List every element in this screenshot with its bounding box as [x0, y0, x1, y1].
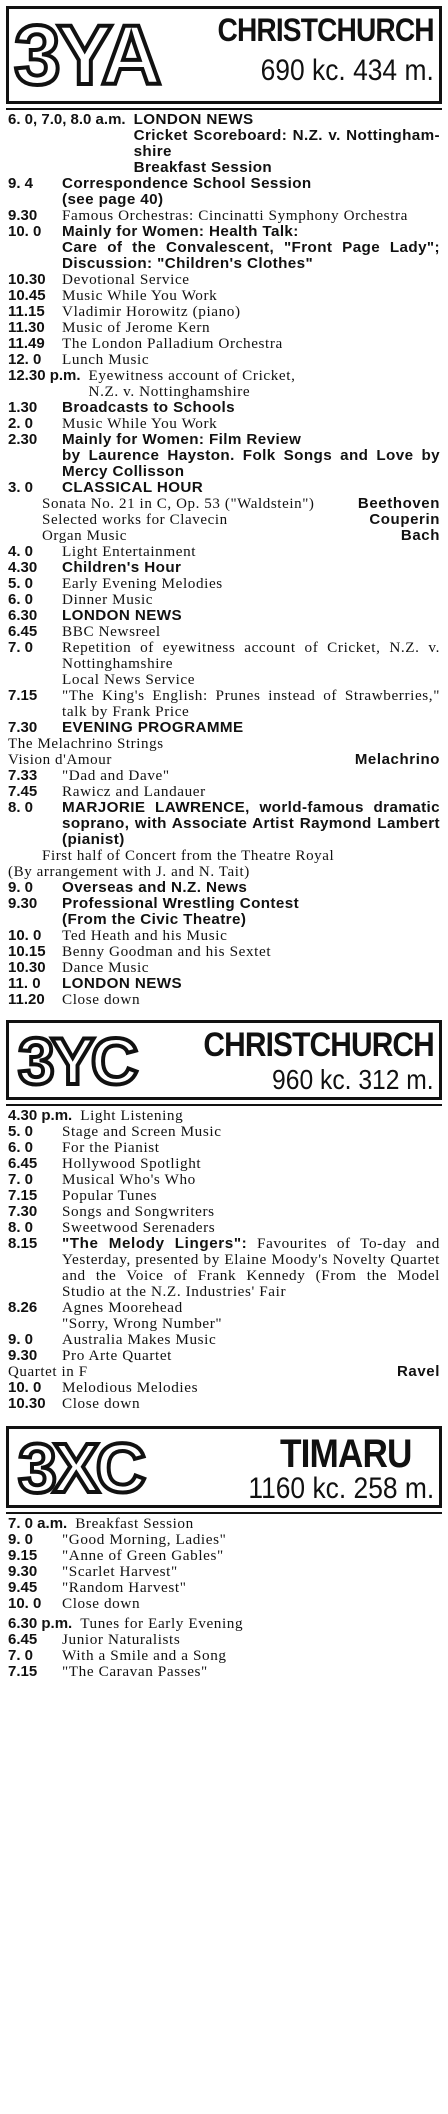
programme-content: [62, 208, 440, 224]
programme-row: [8, 1332, 440, 1348]
programme-row: [8, 576, 440, 592]
programme-detail: (see page 40): [62, 191, 164, 208]
programme-title: Stage and Screen Music: [62, 1123, 222, 1140]
programme-row: [8, 1204, 440, 1220]
programme-title: Devotional Service: [62, 271, 190, 288]
arrangement-note: [8, 864, 440, 880]
programme-row: [8, 1140, 440, 1156]
programme-title: Agnes Moorehead: [62, 1299, 183, 1316]
programme-content: [62, 896, 440, 928]
programme-content: [62, 1348, 440, 1364]
programme-row: [8, 784, 440, 800]
programme-title: Mainly for Women: Film Review: [62, 431, 302, 448]
programme-row: [8, 1380, 440, 1396]
programme-title: For the Pianist: [62, 1139, 160, 1156]
programme-title: "Anne of Green Gables": [62, 1547, 224, 1564]
programme-content: [62, 480, 440, 496]
programme-time: 9.30: [8, 895, 38, 912]
programme-row: [8, 1108, 440, 1124]
programme-content: [62, 944, 440, 960]
programme-title: Breakfast Session: [75, 1515, 194, 1532]
programme-content: [62, 1564, 440, 1580]
programme-title: "Dad and Dave": [62, 767, 170, 784]
programme-row: [8, 688, 440, 720]
programme-time: 1.30: [8, 399, 38, 416]
programme-time: 7. 0: [8, 1171, 34, 1188]
programme-title: "Good Morning, Ladies": [62, 1531, 227, 1548]
programme-title: Children's Hour: [62, 559, 182, 576]
programme-time: 6.45: [8, 623, 38, 640]
programme-row: [8, 1548, 440, 1564]
programme-time: 4. 0: [8, 543, 34, 560]
programme-content: [62, 784, 440, 800]
programme-detail: Cricket Scoreboard: N.Z. v. Nottingham-shire: [133, 127, 440, 160]
programme-row: [8, 304, 440, 320]
programme-row: [8, 640, 440, 688]
programme-title: Pro Arte Quartet: [62, 1347, 172, 1364]
programme-time: 7.30: [8, 1203, 38, 1220]
programme-row: [8, 1220, 440, 1236]
programme-row: [8, 1648, 440, 1664]
programme-content: [75, 1516, 440, 1532]
programme-title: Tunes for Early Evening: [80, 1615, 244, 1632]
concert-note-text: First half of Concert from the Theatre Royal: [42, 848, 335, 864]
programme-title: Popular Tunes: [62, 1187, 158, 1204]
programme-row: [8, 1396, 440, 1412]
programme-content: [62, 960, 440, 976]
programme-content: [62, 320, 440, 336]
programme-content: [62, 416, 440, 432]
programme-time: 6.45: [8, 1631, 38, 1648]
programme-content: [62, 176, 440, 208]
programme-content: [62, 1332, 440, 1348]
programme-title: "The Melody Lingers":: [62, 1235, 248, 1252]
programme-time: 10. 0: [8, 223, 42, 240]
programme-content: [62, 1300, 440, 1332]
programme-title: Light Listening: [80, 1107, 184, 1124]
programme-content: [62, 560, 440, 576]
classical-work: [8, 528, 440, 544]
station-city: CHRISTCHURCH: [217, 12, 434, 48]
programme-content: [62, 1124, 440, 1140]
programme-time: 3. 0: [8, 479, 34, 496]
station-header-3ya: [6, 6, 442, 104]
programme-title: MARJORIE LAWRENCE, world-famous dramatic soprano, with Associate Artist Raymond Lambert (pianist): [62, 799, 440, 848]
programme-time: 8.26: [8, 1299, 38, 1316]
programme-content: [62, 928, 440, 944]
programme-title: Close down: [62, 1395, 141, 1412]
programme-title: Music of Jerome Kern: [62, 319, 211, 336]
programme-row: [8, 288, 440, 304]
programme-time: 6.30: [8, 607, 38, 624]
programme-content: [62, 1664, 440, 1680]
programme-title: Music While You Work: [62, 415, 218, 432]
programme-row: [8, 416, 440, 432]
programme-title: Melodious Melodies: [62, 1379, 199, 1396]
programme-time: 8.15: [8, 1235, 38, 1252]
programme-detail: Local News Service: [62, 671, 196, 688]
programme-title: Benny Goodman and his Sextet: [62, 943, 272, 960]
composer-name: Bach: [400, 527, 440, 544]
station-frequency: 690 kc. 434 m.: [260, 54, 434, 87]
programme-time: 10.30: [8, 1395, 46, 1412]
programme-row: [8, 1596, 440, 1612]
programme-content: [62, 1156, 440, 1172]
programme-time: 10. 0: [8, 1595, 42, 1612]
programme-row: [8, 960, 440, 976]
programme-detail: "Sorry, Wrong Number": [62, 1315, 223, 1332]
programme-list-3yc: [8, 1108, 440, 1412]
programme-title: BBC Newsreel: [62, 623, 161, 640]
programme-title: "The Caravan Passes": [62, 1663, 208, 1680]
divider: [6, 1104, 442, 1106]
programme-title: The London Palladium Orchestra: [62, 335, 283, 352]
programme-row: [8, 1236, 440, 1300]
station-frequency: 960 kc. 312 m.: [272, 1064, 434, 1095]
programme-time: 11.20: [8, 991, 45, 1008]
programme-time: 7.30: [8, 719, 38, 736]
programme-title: Musical Who's Who: [62, 1171, 196, 1188]
programme-detail: Favourites of To-day and Yesterday, presented by Elaine Moody's Novelty Quartet and the Voice of Frank Kennedy (From the Model Studio at the N.Z. Industries' Fair: [62, 1235, 440, 1300]
programme-row: [8, 928, 440, 944]
programme-time: 10.15: [8, 943, 46, 960]
programme-time: 9.45: [8, 1579, 38, 1596]
programme-row: [8, 608, 440, 624]
classical-work: [8, 512, 440, 528]
programme-time: 7. 0: [8, 1647, 34, 1664]
programme-time: 12. 0: [8, 351, 42, 368]
programme-title: Correspondence School Session: [62, 175, 312, 192]
programme-row: [8, 768, 440, 784]
programme-title: Light Entertainment: [62, 543, 197, 560]
programme-time: 8. 0: [8, 799, 34, 816]
programme-content: [62, 272, 440, 288]
programme-time: 11.49: [8, 335, 45, 352]
programme-row: [8, 1564, 440, 1580]
programme-row: [8, 1532, 440, 1548]
programme-title: Overseas and N.Z. News: [62, 879, 248, 896]
classical-work: [8, 496, 440, 512]
programme-row: [8, 880, 440, 896]
programme-content: [62, 1380, 440, 1396]
programme-title: Vladimir Horowitz (piano): [62, 303, 241, 320]
programme-time: 9. 4: [8, 175, 34, 192]
programme-title: Mainly for Women: Health Talk:: [62, 223, 299, 240]
programme-content: [62, 624, 440, 640]
programme-time: 11.30: [8, 319, 45, 336]
programme-detail: by Laurence Hayston. Folk Songs and Love by Mercy Collisson: [62, 447, 440, 480]
programme-content: [62, 304, 440, 320]
programme-time: 7.45: [8, 783, 38, 800]
evening-piece: [8, 752, 440, 768]
programme-detail: (From the Civic Theatre): [62, 911, 247, 928]
programme-content: [62, 1648, 440, 1664]
programme-row: [8, 1616, 440, 1632]
programme-row: [8, 176, 440, 208]
programme-detail: Breakfast Session: [133, 159, 273, 176]
programme-content: [62, 576, 440, 592]
programme-time: 10. 0: [8, 1379, 42, 1396]
programme-title: Rawicz and Landauer: [62, 783, 206, 800]
programme-content: [62, 432, 440, 480]
programme-title: Sweetwood Serenaders: [62, 1219, 216, 1236]
concert-note: [8, 848, 440, 864]
divider: [6, 108, 442, 110]
programme-time: 9. 0: [8, 879, 34, 896]
programme-content: [62, 592, 440, 608]
programme-title: Early Evening Melodies: [62, 575, 223, 592]
programme-title: Close down: [62, 1595, 141, 1612]
programme-title: Professional Wrestling Contest: [62, 895, 300, 912]
classical-work-text: Selected works for Clavecin: [42, 512, 228, 528]
composer-name: Beethoven: [357, 495, 440, 512]
station-logo: 3YA: [14, 8, 158, 102]
programme-row: [8, 208, 440, 224]
programme-time: 4.30 p.m.: [8, 1107, 73, 1124]
programme-row: [8, 592, 440, 608]
programme-row: [8, 624, 440, 640]
programme-list-3xc: [8, 1516, 440, 1680]
programme-time: 5. 0: [8, 575, 34, 592]
programme-content: [62, 336, 440, 352]
programme-time: 2. 0: [8, 415, 34, 432]
programme-content: [62, 544, 440, 560]
programme-row: [8, 976, 440, 992]
programme-content: [62, 1580, 440, 1596]
programme-content: [62, 400, 440, 416]
station-header-3yc: [6, 1020, 442, 1100]
programme-time: 7.15: [8, 1663, 38, 1680]
programme-content: [62, 880, 440, 896]
programme-title: "The King's English: Prunes instead of Strawberries," talk by Frank Price: [62, 687, 440, 720]
evening-piece-text: Vision d'Amour: [8, 752, 112, 768]
programme-title: "Random Harvest": [62, 1579, 187, 1596]
programme-row: [8, 1664, 440, 1680]
programme-row: [8, 1516, 440, 1532]
programme-row: [8, 1632, 440, 1648]
programme-title: Famous Orchestras: Cincinatti Symphony Orchestra: [62, 207, 408, 224]
programme-title: Music While You Work: [62, 287, 218, 304]
programme-content: [62, 1140, 440, 1156]
programme-content: [62, 224, 440, 272]
programme-time: 7. 0 a.m.: [8, 1515, 68, 1532]
programme-row: [8, 560, 440, 576]
programme-time: 10.30: [8, 959, 46, 976]
programme-row: [8, 944, 440, 960]
arrangement-note-text: (By arrangement with J. and N. Tait): [8, 864, 250, 880]
station-logo: 3XC: [18, 1429, 143, 1507]
programme-row: [8, 1300, 440, 1332]
programme-row: [8, 352, 440, 368]
programme-time: 6.45: [8, 1155, 38, 1172]
programme-time: 6. 0: [8, 591, 34, 608]
programme-time: 11. 0: [8, 975, 41, 992]
programme-title: Ted Heath and his Music: [62, 927, 228, 944]
programme-title: Songs and Songwriters: [62, 1203, 215, 1220]
programme-row: [8, 432, 440, 480]
programme-row: [8, 112, 440, 176]
programme-row: [8, 720, 440, 736]
station-city: TIMARU: [280, 1432, 412, 1476]
programme-content: [62, 1396, 440, 1412]
programme-content: [62, 1236, 440, 1300]
programme-content: [62, 688, 440, 720]
programme-content: [62, 1188, 440, 1204]
programme-content: [62, 1632, 440, 1648]
programme-content: [62, 992, 440, 1008]
programme-row: [8, 336, 440, 352]
station-logo: 3YC: [18, 1024, 135, 1098]
programme-time: 6.30 p.m.: [8, 1615, 73, 1632]
programme-row: [8, 1348, 440, 1364]
programme-list-3ya: [8, 112, 440, 1008]
programme-content: [62, 768, 440, 784]
programme-content: [134, 112, 440, 176]
programme-content: [62, 800, 440, 848]
programme-row: [8, 400, 440, 416]
programme-time: 9. 0: [8, 1531, 34, 1548]
programme-title: Broadcasts to Schools: [62, 399, 235, 416]
programme-row: [8, 1172, 440, 1188]
programme-title: EVENING PROGRAMME: [62, 719, 244, 736]
programme-row: [8, 320, 440, 336]
programme-content: [62, 288, 440, 304]
programme-content: [62, 352, 440, 368]
programme-time: 5. 0: [8, 1123, 34, 1140]
programme-title: CLASSICAL HOUR: [62, 479, 204, 496]
programme-time: 6. 0, 7.0, 8.0 a.m.: [8, 111, 126, 128]
programme-time: 12.30 p.m.: [8, 367, 81, 384]
programme-detail: N.Z. v. Nottinghamshire: [88, 383, 251, 400]
programme-content: [62, 1172, 440, 1188]
programme-title: Lunch Music: [62, 351, 150, 368]
programme-row: [8, 1124, 440, 1140]
programme-content: [62, 976, 440, 992]
programme-time: 4.30: [8, 559, 38, 576]
programme-time: 7.15: [8, 1187, 38, 1204]
programme-time: 2.30: [8, 431, 38, 448]
quartet-work: [8, 1364, 440, 1380]
divider: [6, 1512, 442, 1514]
programme-content: [62, 1204, 440, 1220]
programme-title: Hollywood Spotlight: [62, 1155, 202, 1172]
station-city: CHRISTCHURCH: [203, 1026, 434, 1064]
classical-work-text: Organ Music: [42, 528, 128, 544]
programme-time: 10.45: [8, 287, 46, 304]
quartet-work-text: Quartet in F: [8, 1364, 88, 1380]
programme-title: With a Smile and a Song: [62, 1647, 227, 1664]
programme-time: 10. 0: [8, 927, 42, 944]
programme-time: 8. 0: [8, 1219, 34, 1236]
programme-title: Dinner Music: [62, 591, 154, 608]
programme-row: [8, 1156, 440, 1172]
programme-title: Dance Music: [62, 959, 150, 976]
programme-time: 7.15: [8, 687, 38, 704]
programme-time: 11.15: [8, 303, 45, 320]
programme-row: [8, 544, 440, 560]
programme-content: [80, 1616, 440, 1632]
programme-title: Junior Naturalists: [62, 1631, 181, 1648]
station-frequency: 1160 kc. 258 m.: [248, 1472, 434, 1505]
programme-detail: Care of the Convalescent, "Front Page Lady"; Discussion: "Children's Clothes": [62, 239, 440, 272]
programme-time: 9.30: [8, 1347, 38, 1364]
programme-title: Australia Makes Music: [62, 1331, 217, 1348]
station-header-3xc: [6, 1426, 442, 1508]
programme-content: [62, 608, 440, 624]
programme-row: [8, 1580, 440, 1596]
programme-time: 9. 0: [8, 1331, 34, 1348]
programme-title: LONDON NEWS: [62, 607, 182, 624]
programme-row: [8, 992, 440, 1008]
programme-title: Close down: [62, 991, 141, 1008]
programme-row: [8, 480, 440, 496]
programme-title: Eyewitness account of Cricket,: [88, 367, 296, 384]
composer-name: Melachrino: [354, 751, 440, 768]
classical-work-text: Sonata No. 21 in C, Op. 53 ("Waldstein"): [42, 496, 315, 512]
programme-time: 9.30: [8, 207, 38, 224]
programme-title: "Scarlet Harvest": [62, 1563, 178, 1580]
programme-content: [62, 1548, 440, 1564]
programme-content: [89, 368, 440, 400]
programme-content: [62, 1220, 440, 1236]
programme-time: 10.30: [8, 271, 46, 288]
evening-intro-text: The Melachrino Strings: [8, 736, 164, 752]
programme-row: [8, 800, 440, 848]
programme-row: [8, 224, 440, 272]
programme-time: 7.33: [8, 767, 38, 784]
programme-title: LONDON NEWS: [133, 111, 254, 128]
programme-time: 6. 0: [8, 1139, 34, 1156]
composer-name: Couperin: [369, 511, 440, 528]
programme-title: LONDON NEWS: [62, 975, 182, 992]
programme-content: [80, 1108, 440, 1124]
evening-intro: [8, 736, 440, 752]
programme-title: Repetition of eyewitness account of Cricket, N.Z. v. Nottinghamshire: [62, 639, 440, 672]
programme-row: [8, 272, 440, 288]
programme-time: 9.30: [8, 1563, 38, 1580]
programme-row: [8, 368, 440, 400]
programme-content: [62, 640, 440, 688]
programme-time: 9.15: [8, 1547, 38, 1564]
programme-row: [8, 1188, 440, 1204]
composer-name: Ravel: [396, 1363, 440, 1380]
programme-time: 7. 0: [8, 639, 34, 656]
programme-row: [8, 896, 440, 928]
programme-content: [62, 1532, 440, 1548]
programme-content: [62, 1596, 440, 1612]
programme-content: [62, 720, 440, 736]
